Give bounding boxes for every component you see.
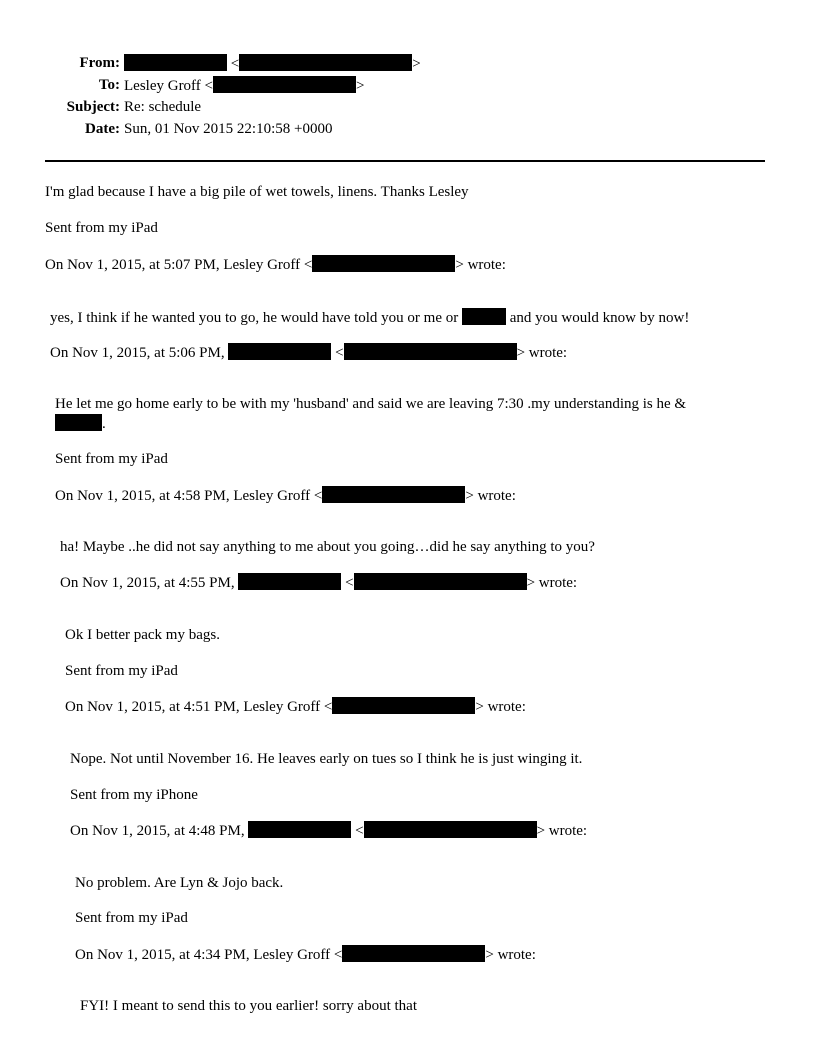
message-text: FYI! I meant to send this to you earlier! sorry about that (80, 998, 418, 1014)
date-label: Date: (85, 121, 120, 137)
redaction-box (55, 414, 102, 431)
redaction-box (312, 255, 455, 272)
signature: Sent from my iPad (45, 220, 158, 236)
attribution-text: On Nov 1, 2015, at 4:34 PM, Lesley Groff (75, 947, 331, 963)
from-row (0, 54, 816, 72)
signature: Sent from my iPad (55, 451, 168, 467)
redaction-box (342, 945, 485, 962)
wrote-text: wrote: (548, 823, 588, 839)
redaction-box (238, 573, 341, 590)
quote-attribution: On Nov 1, 2015, at 4:58 PM, Lesley Groff < > wrote: (55, 488, 516, 504)
from-value: < > (124, 54, 421, 73)
message-text: I'm glad because I have a big pile of wet towels, linens. Thanks Lesley (45, 184, 469, 200)
to-name: Lesley Groff (124, 78, 201, 94)
quote-attribution: On Nov 1, 2015, at 4:55 PM, < > wrote: (60, 575, 578, 591)
from-label: From: (79, 55, 120, 71)
date-row (0, 120, 816, 138)
redaction-box (124, 54, 227, 71)
message-text-part: and you would know by now! (509, 310, 690, 326)
to-value: Lesley Groff < > (124, 78, 365, 94)
redaction-box (332, 697, 475, 714)
redaction-box (248, 821, 351, 838)
message-text: ha! Maybe ..he did not say anything to me about you going…did he say anything to you? (60, 539, 595, 555)
quote-attribution: On Nov 1, 2015, at 5:06 PM, < > wrote: (50, 345, 568, 361)
redaction-box (239, 54, 412, 71)
message-text: Nope. Not until November 16. He leaves early on tues so I think he is just winging it. (70, 751, 583, 767)
redaction-box (462, 308, 506, 325)
to-row (0, 76, 816, 94)
attribution-text: On Nov 1, 2015, at 4:51 PM, Lesley Groff (65, 699, 321, 715)
quote-attribution: On Nov 1, 2015, at 5:07 PM, Lesley Groff < > wrote: (45, 257, 506, 273)
subject-label: Subject: (66, 99, 120, 115)
attribution-text: On Nov 1, 2015, at 5:07 PM, Lesley Groff (45, 257, 301, 273)
subject-value: Re: schedule (124, 99, 202, 115)
wrote-text: wrote: (477, 488, 516, 504)
redaction-box (354, 573, 527, 590)
signature: Sent from my iPad (65, 663, 178, 679)
attribution-text: On Nov 1, 2015, at 4:48 PM, (70, 823, 245, 839)
redaction-box (213, 76, 356, 93)
attribution-text: On Nov 1, 2015, at 5:06 PM, (50, 345, 225, 361)
message-text-part: yes, I think if he wanted you to go, he would have told you or me or (50, 310, 459, 326)
redaction-box (228, 343, 331, 360)
subject-row (0, 98, 816, 116)
redaction-box (344, 343, 517, 360)
wrote-text: wrote: (497, 947, 536, 963)
to-label: To: (98, 77, 120, 93)
header-divider (45, 160, 765, 162)
quote-attribution: On Nov 1, 2015, at 4:51 PM, Lesley Groff < > wrote: (65, 699, 526, 715)
message-text-continuation: . (55, 414, 106, 433)
signature: Sent from my iPhone (70, 787, 198, 803)
message-text: No problem. Are Lyn & Jojo back. (75, 875, 284, 891)
attribution-text: On Nov 1, 2015, at 4:55 PM, (60, 575, 235, 591)
date-value: Sun, 01 Nov 2015 22:10:58 +0000 (124, 121, 333, 137)
attribution-text: On Nov 1, 2015, at 4:58 PM, Lesley Groff (55, 488, 311, 504)
wrote-text: wrote: (487, 699, 526, 715)
wrote-text: wrote: (528, 345, 568, 361)
quote-attribution: On Nov 1, 2015, at 4:34 PM, Lesley Groff < > wrote: (75, 947, 536, 963)
message-text (50, 308, 689, 327)
wrote-text: wrote: (538, 575, 578, 591)
quote-attribution: On Nov 1, 2015, at 4:48 PM, < > wrote: (70, 823, 588, 839)
redaction-box (322, 486, 465, 503)
message-text: Ok I better pack my bags. (65, 627, 220, 643)
redaction-box (364, 821, 537, 838)
wrote-text: wrote: (467, 257, 506, 273)
signature: Sent from my iPad (75, 910, 188, 926)
message-text: He let me go home early to be with my 'husband' and said we are leaving 7:30 .my understanding is he & (55, 396, 687, 412)
